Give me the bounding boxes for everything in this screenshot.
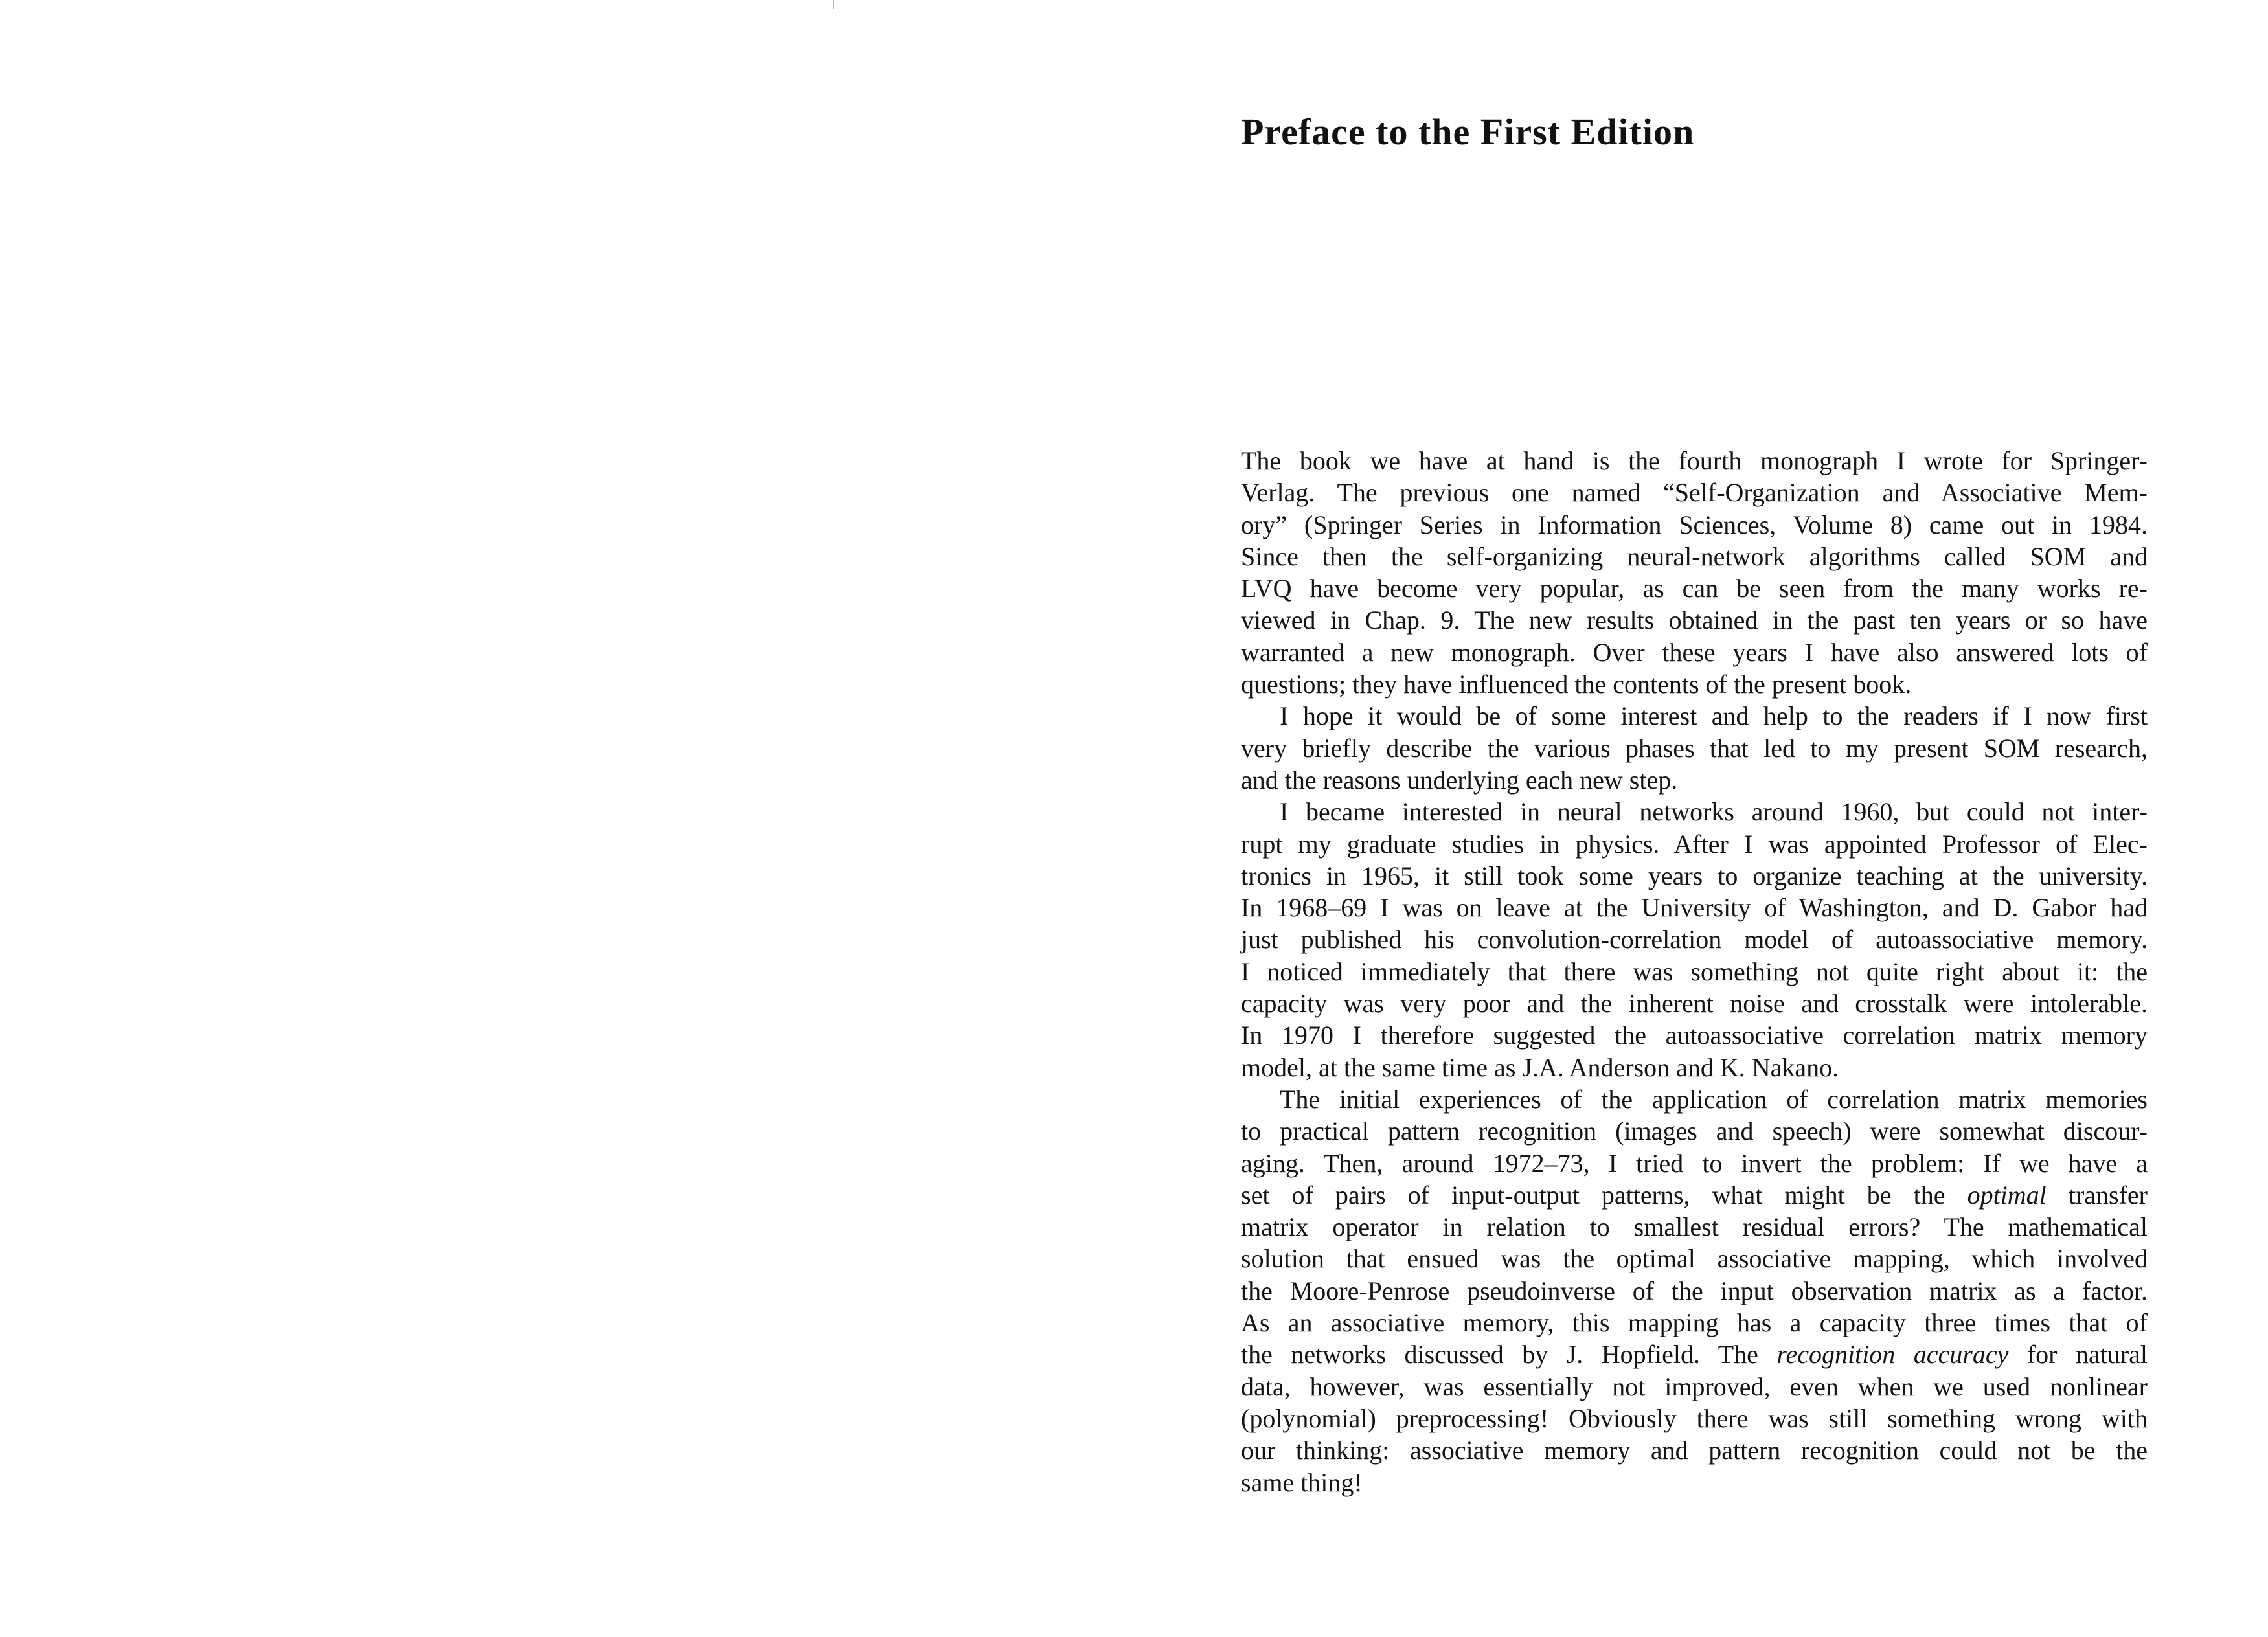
line-text: the networks discussed by J. Hopfield. The — [1241, 1340, 1777, 1370]
text-line — [1241, 700, 2148, 732]
line-text: capacity was very poor and the inherent noise and crosstalk were intolerable. — [1241, 989, 2148, 1019]
line-text: I hope it would be of some interest and help to the readers if I now first — [1280, 701, 2148, 731]
emphasis-text: optimal — [1967, 1180, 2047, 1210]
text-line — [1241, 1147, 2148, 1179]
line-text: The book we have at hand is the fourth monograph I wrote for Springer- — [1241, 446, 2148, 475]
text-line — [1241, 796, 2148, 828]
text-line — [1241, 923, 2148, 955]
line-text: for natural — [2008, 1340, 2148, 1370]
text-line — [1241, 1243, 2148, 1274]
text-line — [1241, 668, 2148, 700]
line-text: Since then the self-organizing neural-network algorithms called SOM and — [1241, 541, 2148, 571]
line-text: ory” (Springer Series in Information Sciences, Volume 8) came out in 1984. — [1241, 510, 2148, 539]
line-text: to practical pattern recognition (images and speech) were somewhat discour- — [1241, 1116, 2148, 1146]
line-text: same thing! — [1241, 1467, 1363, 1497]
text-line — [1241, 732, 2148, 764]
line-text: solution that ensued was the optimal associative mapping, which involved — [1241, 1244, 2148, 1274]
line-text: I became interested in neural networks around 1960, but could not inter- — [1280, 797, 2148, 827]
text-line — [1241, 1211, 2148, 1243]
line-text: very briefly describe the various phases that led to my present SOM research, — [1241, 733, 2148, 763]
line-text: data, however, was essentially not improved, even when we used nonlinear — [1241, 1372, 2148, 1401]
line-text: viewed in Chap. 9. The new results obtained in the past ten years or so have — [1241, 605, 2148, 635]
emphasis-text: recognition accuracy — [1776, 1340, 2009, 1370]
line-text: rupt my graduate studies in physics. After I was appointed Professor of Elec- — [1241, 829, 2148, 859]
text-line — [1241, 988, 2148, 1019]
text-line — [1241, 445, 2148, 477]
line-text: I noticed immediately that there was something not quite right about it: the — [1241, 956, 2148, 986]
line-text: In 1970 I therefore suggested the autoassociative correlation matrix memory — [1241, 1021, 2148, 1050]
text-line — [1241, 1403, 2148, 1434]
line-text: the Moore-Penrose pseudoinverse of the input observation matrix as a factor. — [1241, 1276, 2148, 1305]
chapter-title: Preface to the First Edition — [1241, 111, 1695, 153]
line-text: set of pairs of input-output patterns, what might be the — [1241, 1180, 1967, 1210]
line-text: warranted a new monograph. Over these years I have also answered lots of — [1241, 637, 2148, 667]
text-line — [1241, 956, 2148, 988]
scan-artifact-mark — [833, 0, 834, 9]
text-line — [1241, 828, 2148, 860]
text-line — [1241, 1019, 2148, 1051]
text-line — [1241, 1338, 2148, 1370]
text-line — [1241, 1467, 2148, 1498]
preface-body-text — [1241, 445, 2148, 1498]
line-text: Verlag. The previous one named “Self-Organization and Associative Mem- — [1241, 478, 2148, 508]
line-text: matrix operator in relation to smallest residual errors? The mathematical — [1241, 1212, 2148, 1242]
line-text: tronics in 1965, it still took some years to organize teaching at the university. — [1241, 861, 2148, 890]
text-line — [1241, 764, 2148, 796]
text-line — [1241, 1179, 2148, 1211]
line-text: model, at the same time as J.A. Anderson and K. Nakano. — [1241, 1052, 1839, 1082]
line-text: In 1968–69 I was on leave at the University of Washington, and D. Gabor had — [1241, 893, 2148, 923]
right-page — [1134, 0, 2268, 1637]
text-line — [1241, 1115, 2148, 1147]
line-text: just published his convolution-correlation model of autoassociative memory. — [1241, 925, 2148, 954]
text-line — [1241, 509, 2148, 541]
text-line — [1241, 477, 2148, 508]
text-line — [1241, 1083, 2148, 1115]
text-line — [1241, 1434, 2148, 1466]
line-text: our thinking: associative memory and pattern recognition could not be the — [1241, 1436, 2148, 1465]
line-text: transfer — [2046, 1180, 2148, 1210]
text-line — [1241, 892, 2148, 923]
line-text: The initial experiences of the application of correlation matrix memories — [1280, 1084, 2148, 1114]
line-text: (polynomial) preprocessing! Obviously there was still something wrong with — [1241, 1403, 2148, 1433]
text-line — [1241, 1275, 2148, 1307]
line-text: and the reasons underlying each new step. — [1241, 765, 1678, 795]
text-line — [1241, 572, 2148, 604]
text-line — [1241, 1371, 2148, 1403]
text-line — [1241, 604, 2148, 636]
line-text: LVQ have become very popular, as can be seen from the many works re- — [1241, 574, 2148, 604]
text-line — [1241, 637, 2148, 668]
text-line — [1241, 860, 2148, 892]
text-line — [1241, 541, 2148, 572]
text-line — [1241, 1307, 2148, 1338]
line-text: aging. Then, around 1972–73, I tried to invert the problem: If we have a — [1241, 1148, 2148, 1178]
line-text: questions; they have influenced the contents of the present book. — [1241, 670, 1912, 699]
line-text: As an associative memory, this mapping has a capacity three times that of — [1241, 1308, 2148, 1338]
text-line — [1241, 1052, 2148, 1083]
